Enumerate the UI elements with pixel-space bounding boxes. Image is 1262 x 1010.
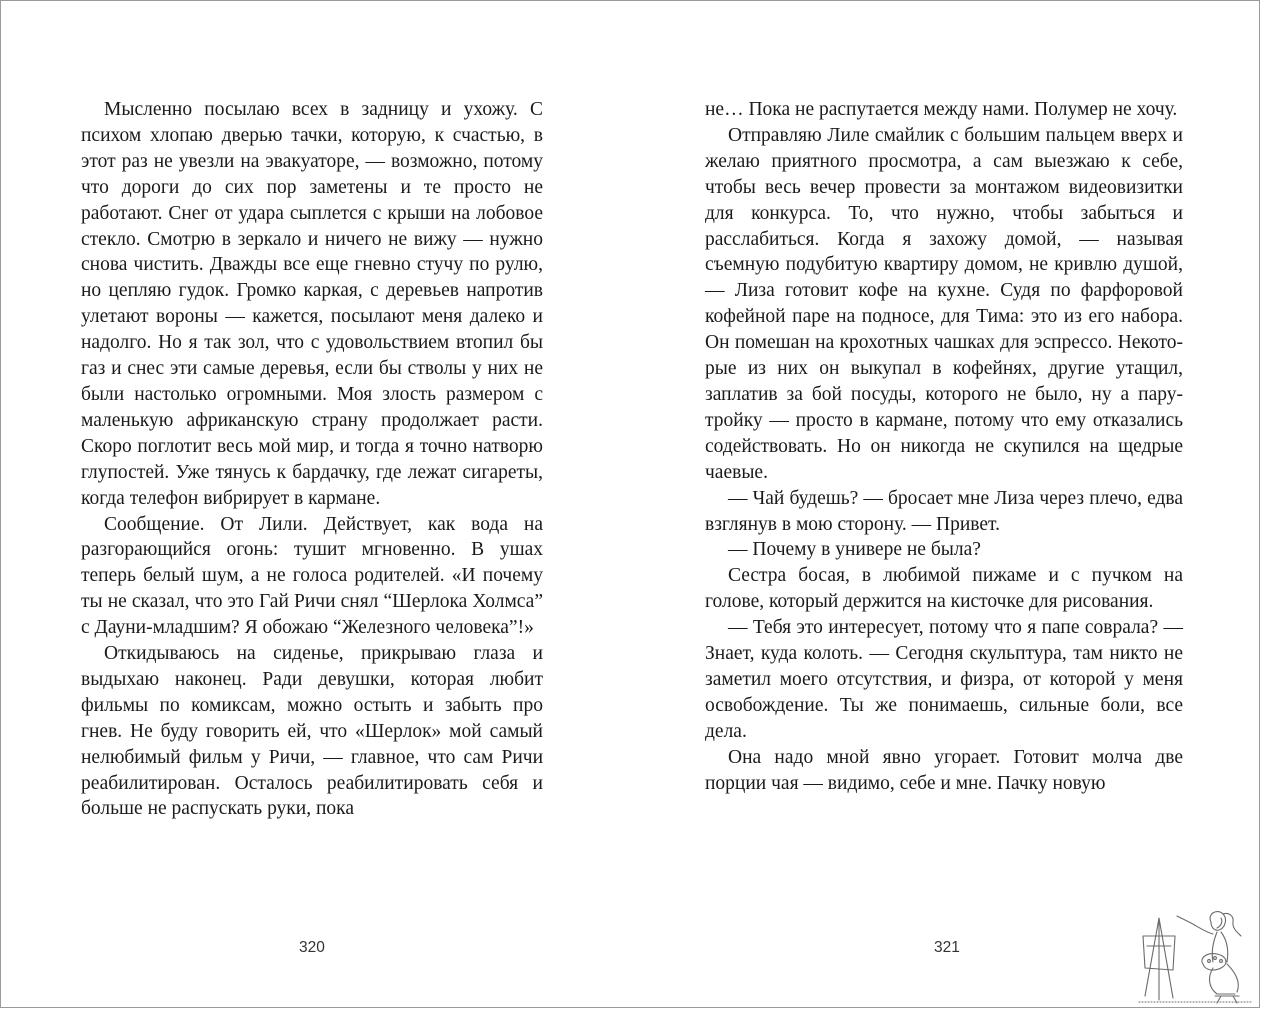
page-number-left: 320 <box>299 939 325 956</box>
paragraph: Откидываюсь на сиденье, прикрываю глаза и выдыхаю наконец. Ради девушки, которая любит фильмы по комиксам, можно остыть и забыть про гнев. Не буду говорить ей, что «Шерлок» мой самый нелюбимый фильм у Ричи, — главное, что сам Ричи реабилитирован. Осталось реабилитировать себя и больше не распускать руки, пока <box>81 643 543 820</box>
right-page-text <box>705 97 1183 796</box>
painter-at-easel-icon <box>1137 906 1255 1004</box>
right-page <box>632 1 1261 1007</box>
paragraph: Мысленно посылаю всех в задницу и ухожу. С психом хлопаю дверью тачки, которую, к счастью, в этот раз не увезли на эвакуаторе, — возможно, потому что дороги до сих пор заметены и те просто не работают. Снег от удара сыплется с крыши на лобовое стекло. Смотрю в зеркало и ничего не вижу — нужно снова чистить. Дважды все еще гневно стучу по рулю, но цепляю гудок. Громко каркая, с деревьев напротив улетают вороны — кажется, посылают меня далеко и надолго. Но я так зол, что с удовольствием втопил бы газ и снес эти самые деревья, если бы стволы у них не были настолько огромными. Моя злость размером с маленькую африканскую страну продолжает расти. Скоро поглотит весь мой мир, и тогда я точно натворю глупостей. Уже тянусь к бардачку, где лежат сигареты, когда телефон вибрирует в кармане. <box>81 99 543 509</box>
paragraph: — Тебя это интересует, потому что я папе соврала? — Знает, куда колоть. — Сегодня скульптура, там никто не заметил моего отсутствия, и физра, от которой у меня освобождение. Ты же понимаешь, сильные боли, все дела. <box>705 617 1183 742</box>
paragraph-continuation: не… Пока не распутается между нами. Полумер не хочу. <box>705 99 1178 120</box>
paragraph: Отправляю Лиле смайлик с большим пальцем вверх и желаю приятного просмотра, а сам выезжаю к себе, чтобы весь вечер провести за монтажом видеовизитки для конкурса. То, что нужно, чтобы забыться и расслабиться. Когда я захожу домой, — называя съемную подубитую квартиру домом, не кривлю душой, — Лиза готовит кофе на кухне. Судя по фарфоровой кофейной паре на подносе, для Тима: это из его набора. Он помешан на крохотных чашках для эспрессо. Некоторые из них он выкупал в кофейнях, другие утащил, заплатив за бой посуды, которого не было, ну а пару-тройку — просто в кармане, потому что ему отказались содействовать. Но он никогда не скупился на щедрые чаевые. <box>705 124 1183 483</box>
page-number-right: 321 <box>934 939 960 956</box>
paragraph: — Чай будешь? — бросает мне Лиза через плечо, едва взглянув в мою сторону. — Привет. <box>705 487 1183 535</box>
left-page-text <box>81 97 543 822</box>
left-page <box>1 1 632 1007</box>
paragraph: Сообщение. От Лили. Действует, как вода на разгорающийся огонь: тушит мгновенно. В ушах теперь белый шум, а не голоса родителей. «И почему ты не сказал, что это Гай Ричи снял “Шерлока Холмса” с Дауни-младшим? Я обожаю “Железного человека”!» <box>81 513 543 639</box>
paragraph: Она надо мной явно угорает. Готовит молча две порции чая — видимо, себе и мне. Пачку новую <box>705 746 1183 794</box>
paragraph: Сестра босая, в любимой пижаме и с пучком на голове, который держится на кисточке для рисования. <box>705 565 1183 613</box>
paragraph: — Почему в универе не была? <box>728 539 981 561</box>
